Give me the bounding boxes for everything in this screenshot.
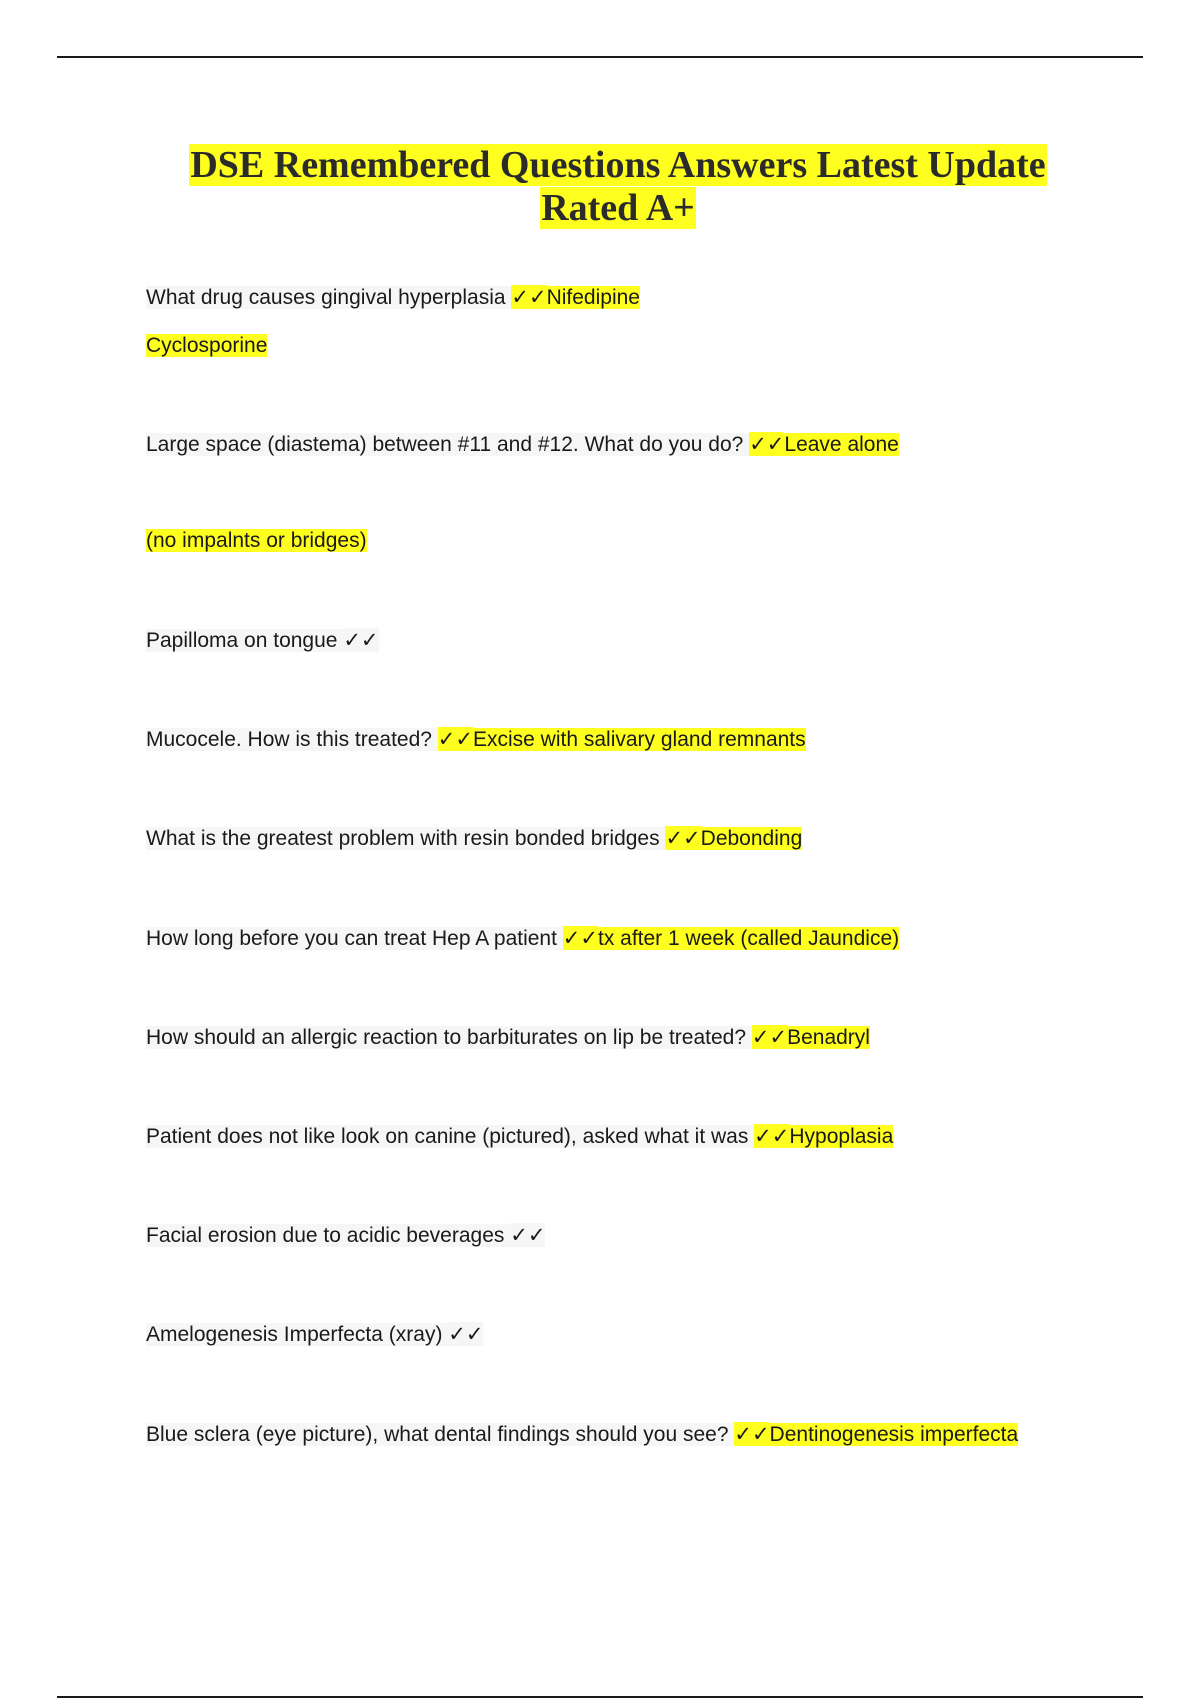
question-text: What drug causes gingival hyperplasia bbox=[146, 286, 512, 309]
checkmark-icon: ✓✓ bbox=[734, 1422, 770, 1446]
answer-text: (no impalnts or bridges) bbox=[146, 529, 367, 552]
qa-item bbox=[146, 724, 806, 755]
checkmark-icon: ✓✓ bbox=[511, 285, 547, 309]
qa-item bbox=[146, 625, 379, 656]
qa-item bbox=[146, 1022, 870, 1053]
checkmark-icon: ✓✓ bbox=[343, 628, 379, 652]
question-text: How should an allergic reaction to barbiturates on lip be treated? bbox=[146, 1026, 752, 1049]
answer-text: Dentinogenesis imperfecta bbox=[769, 1423, 1019, 1446]
checkmark-icon: ✓✓ bbox=[665, 826, 701, 850]
checkmark-icon: ✓✓ bbox=[754, 1124, 790, 1148]
question-text: Blue sclera (eye picture), what dental findings should you see? bbox=[146, 1423, 735, 1446]
document-title bbox=[0, 144, 1200, 230]
checkmark-icon: ✓✓ bbox=[749, 432, 785, 456]
answer-continuation bbox=[146, 331, 267, 361]
answer-text: Excise with salivary gland remnants bbox=[473, 728, 806, 751]
question-text: Facial erosion due to acidic beverages bbox=[146, 1224, 511, 1247]
qa-item bbox=[146, 282, 640, 313]
question-text: Patient does not like look on canine (pictured), asked what it was bbox=[146, 1125, 755, 1148]
qa-item bbox=[146, 923, 899, 954]
answer-text: Nifedipine bbox=[546, 286, 640, 309]
answer-text: Hypoplasia bbox=[789, 1125, 894, 1148]
qa-item bbox=[146, 429, 899, 460]
top-rule bbox=[57, 56, 1143, 58]
question-text: What is the greatest problem with resin bonded bridges bbox=[146, 827, 666, 850]
checkmark-icon: ✓✓ bbox=[751, 1025, 788, 1049]
answer-text: Leave alone bbox=[784, 433, 899, 456]
qa-item bbox=[146, 1121, 893, 1152]
question-text: Amelogenesis Imperfecta (xray) bbox=[146, 1323, 449, 1346]
checkmark-icon: ✓✓ bbox=[510, 1223, 546, 1247]
qa-item bbox=[146, 823, 802, 854]
qa-item bbox=[146, 1220, 545, 1251]
title-line-1: DSE Remembered Questions Answers Latest Update bbox=[190, 144, 1046, 186]
question-text: Large space (diastema) between #11 and #12. What do you do? bbox=[146, 433, 750, 456]
answer-continuation bbox=[146, 526, 367, 556]
checkmark-icon: ✓✓ bbox=[562, 926, 598, 950]
answer-text: Benadryl bbox=[787, 1026, 870, 1049]
checkmark-icon: ✓✓ bbox=[437, 727, 473, 751]
question-text: Mucocele. How is this treated? bbox=[146, 728, 438, 751]
title-line-2: Rated A+ bbox=[541, 187, 695, 229]
question-text: How long before you can treat Hep A patient bbox=[146, 927, 563, 950]
question-text: Papilloma on tongue bbox=[146, 629, 344, 652]
checkmark-icon: ✓✓ bbox=[448, 1322, 484, 1346]
answer-text: Debonding bbox=[700, 827, 803, 850]
qa-item bbox=[146, 1319, 483, 1350]
answer-text: tx after 1 week (called Jaundice) bbox=[597, 927, 900, 950]
qa-item bbox=[146, 1419, 1018, 1450]
answer-text: Cyclosporine bbox=[146, 334, 268, 357]
bottom-rule bbox=[57, 1696, 1143, 1698]
